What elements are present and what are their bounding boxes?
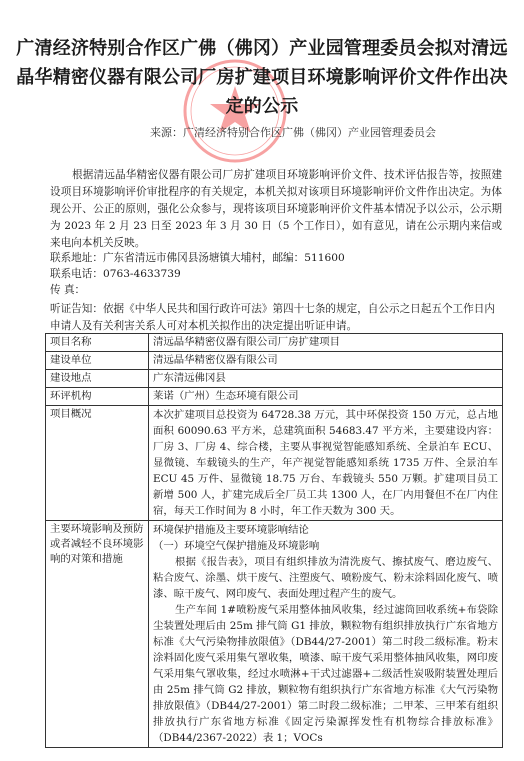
measures-heading: 环境保护措施及主要环境影响结论 [153,524,309,536]
measures-subheading: （一）环境空气保护措施及环境影响 [153,540,320,552]
row-label: 环评机构 [46,388,149,406]
row-value: 清远晶华精密仪器有限公司厂房扩建项目 [149,334,503,352]
contact-phone: 联系电话：0763-4633739 [50,268,181,280]
row-value: 莱诺（广州）生态环境有限公司 [149,388,503,406]
contact-address: 联系地址：广东省清远市佛冈县汤塘镇大埔村，邮编：511600 [50,252,345,264]
intro-paragraph: 根据清远晶华精密仪器有限公司厂房扩建项目环境影响评价文件、技术评估报告等，按照建设项目环境影响评价审批程序的有关规定，本机关拟对该项目环境影响评价文件作出决定。为体现公开、公正的原则，强化公众参与，现将该项目环境影响评价文件基本情况予以公示，公示期为 2023 年 2 月 23 日至 2023 年 3 月 30 日（5 个工作日），如有意见，请在公示期内来信或来电向本机关反映。 [50,169,502,249]
row-label: 项目名称 [46,334,149,352]
table-row [46,370,503,388]
row-label: 主要环境影响及预防或者减轻不良环境影响的对策和措施 [46,521,149,748]
source-line: 来源：广清经济特别合作区广佛（佛冈）产业园管理委员会 [150,126,436,139]
table-row [46,334,503,352]
row-value: 广东清远佛冈县 [149,370,503,388]
row-label: 建设地点 [46,370,149,388]
contact-fax: 传 真： [50,284,86,296]
page-title: 广清经济特别合作区广佛（佛冈）产业园管理委员会拟对清远晶华精密仪器有限公司厂房扩建项目环境影响评价文件作出决定的公示 [16,38,508,117]
row-label: 建设单位 [46,352,149,370]
table-row [46,406,503,521]
row-value: 清远晶华精密仪器有限公司 [149,352,503,370]
measures-paragraph-1: 根据《报告表》，项目有组织排放为清洗废气、擦拭废气、磨边废气、粘合废气、涂墨、烘干废气、注塑废气、喷粉废气、粉末涂料固化废气、喷漆、晾干废气、网印废气、表面处理过程产生的废气。 [153,556,498,600]
measures-cell [149,521,503,748]
row-value [149,406,503,521]
row-label: 项目概况 [46,406,149,521]
table-row [46,352,503,370]
hearing-notice: 听证告知：依据《中华人民共和国行政许可法》第四十七条的规定，自公示之日起五个工作日内申请人及有关利害关系人可对本机关拟作出的决定提出听证申请。 [50,303,495,332]
measures-paragraph-2: 生产车间 1#喷粉废气采用整体抽风收集，经过滤筒回收系统+布袋除尘装置处理后由 25m 排气筒 G1 排放，颗粒物有组织排放执行广东省地方标准《大气污染物排放限值》（DB44/27-2001）第二时段二级标准。粉末涂料固化废气采用集气罩收集，喷漆、晾干废气采用整体抽风收集，网印废气采用集气罩收集，经过水喷淋+干式过滤器+二级活性炭吸附装置处理后由 25m 排气筒 G2 排放，颗粒物有组织执行广东省地方标准《大气污染物排放限值》（DB44/27-2001）第二时段二级标准；二甲苯、三甲苯有组织排放执行广东省地方标准《固定污染源挥发性有机物综合排放标准》（DB44/2367-2022）表 1；VOCs [153,604,498,744]
project-info-table [45,333,503,748]
table-row [46,521,503,748]
table-row [46,388,503,406]
project-overview-text: 本次扩建项目总投资为 64728.38 万元，其中环保投资 150 万元，总占地面积 60090.63 平方米，总建筑面积 54683.47 平方米，主要建设内容：厂房 3、厂房 4、综合楼，主要从事视觉智能感知系统、全景泊车 ECU、显微镜、车载镜头的生产，年产视觉智能感知系统 1735 万件、全景泊车 ECU 45 万件、显微镜 18.75 万台、车载镜头 550 万颗。扩建项目员工新增 500 人，扩建完成后全厂员工共 1300 人，在厂内用餐但不在厂内住宿，每天工作时间为 8 小时，年工作天数为 300 天。 [153,409,498,517]
